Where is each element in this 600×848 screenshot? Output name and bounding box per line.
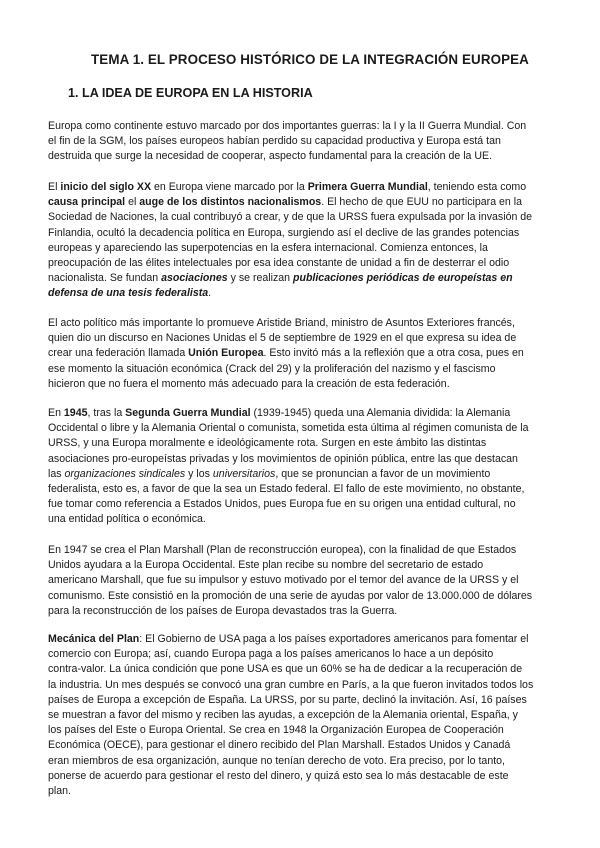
text-line: Europa como continente estuvo marcado por dos importantes guerras: la I y la II Guerra Mundial. Con xyxy=(48,120,527,132)
text-line: Económica (OECE), para gestionar el dinero recibido del Plan Marshall. Estados Unidos y Canadá xyxy=(48,739,511,752)
text-line: causa principal el auge de los distintos nacionalismos. El hecho de que EUU no participara en la xyxy=(48,196,523,209)
text-line: para la reconstrucción de los países de Europa devastados tras la Guerra. xyxy=(48,604,398,617)
text-line: ese momento la situación económica (Crack del 29) y la proliferación del nazismo y el fascismo xyxy=(48,362,496,375)
section-heading: 1. LA IDEA DE EUROPA EN LA HISTORIA xyxy=(68,86,313,100)
text-line: americano Marshall, que fue su impulsor y estuvo motivado por el temor del avance de la URSS y el xyxy=(48,574,519,587)
text-line: asociaciones pro-europeístas privadas y los movimientos de opinión pública, entre las que destacan xyxy=(48,452,518,465)
text-line: la industria. Un mes después se convocó una gran cumbre en París, a la que fueron invitados todos los xyxy=(48,678,534,691)
text-line: comercio con Europa; así, cuando Europa paga a los países americanos lo hace a un depósito xyxy=(48,648,494,661)
paragraph-mecanica-plan xyxy=(48,632,568,799)
text-line: el fin de la SGM, los países europeos habían perdido su capacidad productiva y Europa está tan xyxy=(48,135,501,148)
text-line: El acto político más importante lo promueve Aristide Briand, ministro de Asuntos Exteriores francés, xyxy=(48,317,515,329)
text-line: Finlandia, ocultó la decadencia política en Europa, surgiendo así el declive de las grandes potencias xyxy=(48,226,520,239)
text-line: crear una federación llamada Unión Europea. Esto invitó más a la reflexión que a otra cosa, pues en xyxy=(48,347,524,360)
text-line: En 1945, tras la Segunda Guerra Mundial (1939-1945) queda una Alemania dividida: la Alemania xyxy=(48,407,511,419)
text-line: nacionalista. Se fundan asociaciones y se realizan publicaciones periódicas de europeístas en xyxy=(48,272,513,285)
text-line: defensa de una tesis federalista. xyxy=(48,287,212,300)
text-line: Mecánica del Plan: El Gobierno de USA paga a los países exportadores americanos para fomentar el xyxy=(48,633,529,645)
text-line: preocupación de las élites intelectuales por esa idea constante de unidad a fin de desterrar el odio xyxy=(48,256,510,269)
text-line: plan. xyxy=(48,784,71,797)
paragraph-intro xyxy=(48,119,568,165)
text-line: federalista, esto es, a favor de que la sea un Estado federal. El fallo de este movimiento, no obstante, xyxy=(48,482,525,495)
text-line: comunismo. Este consistió en la promoción de una serie de ayudas por valor de 13.000.000 de dólares xyxy=(48,589,533,602)
text-line: contra-valor. La única condición que pone USA es que un 60% se ha de dedicar a la recuperación de xyxy=(48,663,523,676)
document-title: TEMA 1. EL PROCESO HISTÓRICO DE LA INTEGRACIÓN EUROPEA xyxy=(91,52,529,67)
paragraph-briand xyxy=(48,316,568,392)
text-line: una entidad política o económica. xyxy=(48,513,206,526)
text-line: quien dio un discurso en Naciones Unidas el 5 de septiembre de 1929 en el que expresa su idea de xyxy=(48,332,517,345)
text-line: Unidos ayudara a la Europa Occidental. Este plan recibe su nombre del secretario de estado xyxy=(48,559,484,572)
text-line: las organizaciones sindicales y los universitarios, que se pronuncian a favor de un movimiento xyxy=(48,467,491,480)
text-line: El inicio del siglo XX en Europa viene marcado por la Primera Guerra Mundial, teniendo esta como xyxy=(48,181,527,193)
text-line: países de Europa a excepción de España. La URSS, por su parte, declinó la invitación. Así, 16 países xyxy=(48,693,527,706)
text-line: los países del Este o Europa Oriental. Se crea en 1948 la Organización Europea de Cooperación xyxy=(48,724,504,737)
text-line: eran miembros de esa organización, aunque no tenían derecho de voto. Era preciso, por lo tanto, xyxy=(48,754,505,767)
text-line: europeas y apareciendo las superpotencias en la esfera internacional. Comienza entonces, la xyxy=(48,241,488,254)
paragraph-siglo-xx xyxy=(48,180,568,302)
paragraph-1945 xyxy=(48,406,568,528)
text-line: Sociedad de Naciones, la cual contribuyó a crear, y de que la URSS fuera expulsada por la invasión de xyxy=(48,211,533,224)
text-line: fue tomar como referencia a Estados Unidos, pues Europa fue en su origen una entidad cultural, no xyxy=(48,498,516,511)
paragraph-plan-marshall xyxy=(48,543,568,619)
text-line: Occidental o libre y la Alemania Oriental o comunista, sometida esta última al régimen comunista de la xyxy=(48,422,529,435)
text-line: En 1947 se crea el Plan Marshall (Plan de reconstrucción europea), con la finalidad de que Estados xyxy=(48,544,517,556)
text-line: hicieron que no fuera el momento más adecuado para la creación de esta federación. xyxy=(48,377,450,390)
text-line: destruida que surge la necesidad de cooperar, aspecto fundamental para la creación de la UE. xyxy=(48,150,493,163)
text-line: se muestran a favor del mismo y reciben las ayudas, a excepción de la Alemania oriental, España, y xyxy=(48,708,518,721)
text-line: ponerse de acuerdo para gestionar el resto del dinero, y quizá esto sea lo más destacable de este xyxy=(48,769,509,782)
text-line: URSS, y una Europa moralmente e ideológicamente rota. Surgen en este ámbito las distintas xyxy=(48,437,487,450)
